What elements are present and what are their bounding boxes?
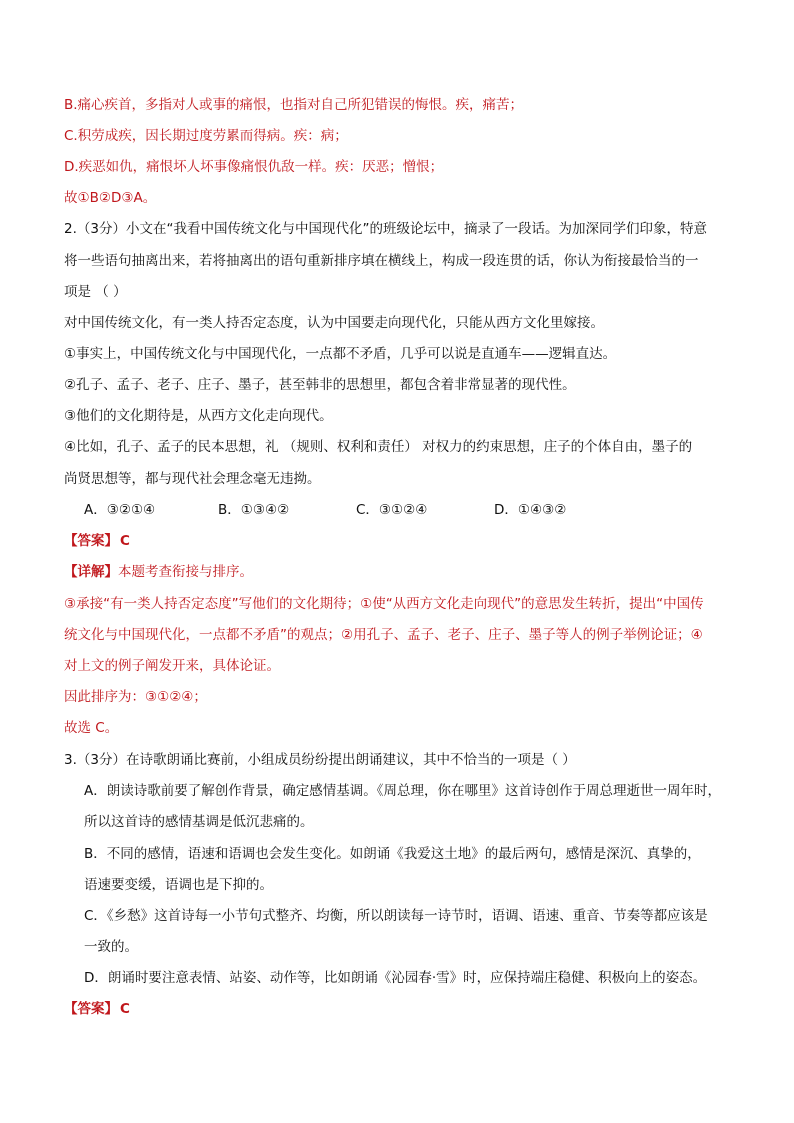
q3-stem: 3.（3分）在诗歌朗诵比赛前，小组成员纷纷提出朗诵建议，其中不恰当的一项是（ ） <box>64 752 576 768</box>
q2-sentence-4-line-1: ④比如，孔子、孟子的民本思想，礼 （规则、权利和责任） 对权力的约束思想，庄子的个体自由，墨子的 <box>64 439 693 455</box>
explanation-conclusion: 故①B②D③A。 <box>64 190 157 206</box>
q2-passage: 对中国传统文化，有一类人持否定态度，认为中国要走向现代化，只能从西方文化里嫁接。 <box>64 315 604 331</box>
q3-option-c-line-2: 一致的。 <box>84 939 138 955</box>
explanation-option-d: D.疾恶如仇，痛恨坏人坏事像痛恨仇敌一样。疾：厌恶；憎恨； <box>64 159 444 175</box>
q2-option-b[interactable]: B．①③④② <box>218 502 290 518</box>
q2-sentence-3: ③他们的文化期待是，从西方文化走向现代。 <box>64 408 333 424</box>
q2-stem-line-1: 2.（3分）小文在“我看中国传统文化与中国现代化”的班级论坛中，摘录了一段话。为加深同学们印象，特意 <box>64 221 707 237</box>
q2-option-a[interactable]: A．③②①④ <box>84 502 156 518</box>
q2-stem-line-3: 项是 （ ） <box>64 284 127 300</box>
q3-answer <box>64 1000 744 1018</box>
q2-stem-line-2: 将一些语句抽离出来，若将抽离出的语句重新排序填在横线上，构成一段连贯的话，你认为衔接最恰当的一 <box>64 253 699 269</box>
q2-sentence-2: ②孔子、孟子、老子、庄子、墨子，甚至韩非的思想里，都包含着非常显著的现代性。 <box>64 377 576 393</box>
detail-text: 本题考查衔接与排序。 <box>118 564 253 580</box>
q3-option-b-line-2: 语速要变缓，语调也是下抑的。 <box>84 877 273 893</box>
answer-value: C <box>120 1001 130 1017</box>
q2-detail-heading <box>64 563 744 581</box>
answer-label: 【答案】 <box>64 533 118 549</box>
order-value: ③①②④； <box>145 689 207 705</box>
q2-sentence-4-line-2: 尚贤思想等，都与现代社会理念毫无违拗。 <box>64 471 321 487</box>
explanation-option-b: B.痛心疾首，多指对人或事的痛恨，也指对自己所犯错误的悔恨。疾，痛苦； <box>64 97 524 113</box>
q3-option-b-line-1: B．不同的感情，语速和语调也会发生变化。如朗诵《我爱这土地》的最后两句，感情是深沉、真挚的， <box>84 846 701 862</box>
answer-value: C <box>120 533 130 549</box>
explanation-option-c: C.积劳成疾，因长期过度劳累而得病。疾：病； <box>64 128 348 144</box>
q2-sentence-1: ①事实上，中国传统文化与中国现代化，一点都不矛盾，几乎可以说是直通车——逻辑直达。 <box>64 346 617 362</box>
q2-option-c[interactable]: C．③①②④ <box>356 502 428 518</box>
q2-options <box>84 501 764 519</box>
q2-detail-line-2: 统文化与中国现代化，一点都不矛盾”的观点；②用孔子、孟子、老子、庄子、墨子等人的例子举例论证；④ <box>64 627 703 643</box>
q2-answer <box>64 532 744 550</box>
q2-choose: 故选 C。 <box>64 720 119 736</box>
q3-option-c-line-1: C．《乡愁》这首诗每一小节句式整齐、均衡，所以朗读每一诗节时，语调、语速、重音、节奏等都应该是 <box>84 908 708 924</box>
q3-option-a-line-1: A．朗读诗歌前要了解创作背景，确定感情基调。《周总理，你在哪里》这首诗创作于周总理逝世一周年时， <box>84 783 721 799</box>
q3-option-a-line-2: 所以这首诗的感情基调是低沉悲痛的。 <box>84 814 314 830</box>
q2-option-d[interactable]: D．①④③② <box>494 502 567 518</box>
q2-detail-line-3: 对上文的例子阐发开来，具体论证。 <box>64 658 280 674</box>
q2-order <box>64 688 744 706</box>
q2-detail-line-1: ③承接“有一类人持否定态度”写他们的文化期待；①使“从西方文化走向现代”的意思发生转折，提出“中国传 <box>64 596 704 612</box>
answer-label: 【答案】 <box>64 1001 118 1017</box>
detail-label: 【详解】 <box>64 564 118 580</box>
q3-option-d: D．朗诵时要注意表情、站姿、动作等，比如朗诵《沁园春·雪》时，应保持端庄稳健、积极向上的姿态。 <box>84 970 707 986</box>
order-label: 因此排序为： <box>64 689 145 705</box>
